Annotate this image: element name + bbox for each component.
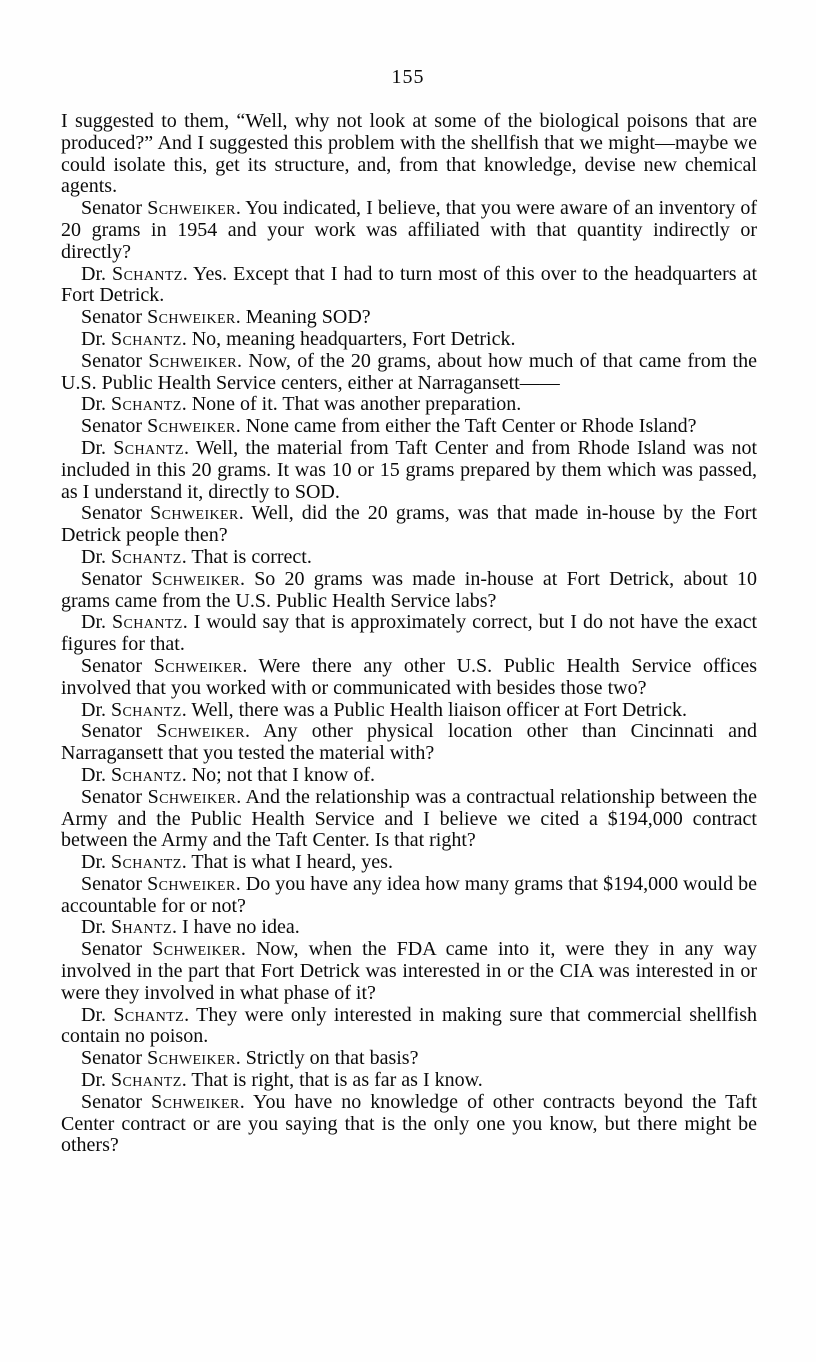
- speaker-prefix: Dr.: [81, 327, 111, 350]
- speech-text: . Now, of the 20 grams, about how much of that came from the U.S. Public Health Service centers, either at Narragansett——: [61, 349, 757, 394]
- transcript-paragraph: [61, 612, 757, 656]
- transcript-paragraph: [61, 700, 757, 722]
- speech-text: . Well, did the 20 grams, was that made in-house by the Fort Detrick people then?: [61, 502, 758, 547]
- speaker-name: Schweiker: [147, 1047, 236, 1070]
- speaker-prefix: Senator: [81, 938, 153, 961]
- transcript-paragraph: [61, 264, 757, 308]
- speech-text: . None came from either the Taft Center or Rhode Island?: [235, 415, 697, 438]
- transcript-paragraph: [61, 416, 757, 438]
- speaker-prefix: Senator: [81, 1047, 148, 1070]
- transcript-body: [61, 111, 757, 1157]
- speaker-prefix: Dr.: [81, 763, 111, 786]
- speech-text: . That is right, that is as far as I know.: [181, 1069, 483, 1092]
- speaker-prefix: Senator: [81, 502, 151, 525]
- transcript-paragraph: [61, 1070, 757, 1092]
- speech-text: . So 20 grams was made in-house at Fort Detrick, about 10 grams came from the U.S. Public Health Service labs?: [61, 567, 758, 612]
- speaker-name: Schweiker: [152, 938, 241, 961]
- speech-text: . Yes. Except that I had to turn most of this over to the headquarters at Fort Detrick.: [61, 262, 758, 307]
- speaker-name: Schweiker: [147, 872, 236, 895]
- speaker-prefix: Senator: [81, 785, 148, 808]
- speaker-prefix: Dr.: [81, 545, 111, 568]
- transcript-paragraph: [61, 503, 757, 547]
- transcript-paragraph: [61, 939, 757, 1004]
- speaker-name: Schweiker: [153, 654, 243, 677]
- speaker-name: Schweiker: [147, 306, 236, 329]
- speech-text: . No, meaning headquarters, Fort Detrick.: [181, 327, 516, 350]
- speech-text: . I have no idea.: [171, 916, 300, 939]
- speaker-name: Schweiker: [151, 1090, 240, 1113]
- speaker-name: Schantz: [112, 262, 183, 285]
- speech-text: . Now, when the FDA came into it, were they in any way involved in the part that Fort Detrick was interested in or the CIA was interested in or were they involved in what phase of it?: [61, 938, 757, 1004]
- speaker-prefix: Senator: [81, 349, 149, 372]
- transcript-paragraph: [61, 1092, 757, 1157]
- speech-text: . Well, the material from Taft Center and from Rhode Island was not included in this 20 grams. It was 10 or 15 grams prepared by them which was passed, as I understand it, directly to SOD.: [61, 436, 757, 503]
- transcript-paragraph: [61, 1048, 757, 1070]
- transcript-paragraph: [61, 1005, 757, 1049]
- speaker-prefix: Dr.: [81, 436, 114, 459]
- speech-text: . Do you have any idea how many grams that $194,000 would be accountable for or not?: [61, 872, 757, 917]
- transcript-paragraph: [61, 874, 757, 918]
- speaker-prefix: Dr.: [81, 1003, 114, 1026]
- speaker-name: Schantz: [111, 851, 182, 874]
- transcript-paragraph: [61, 852, 757, 874]
- transcript-paragraph: [61, 111, 757, 198]
- speaker-name: Schweiker: [156, 720, 245, 743]
- speaker-name: Schweiker: [147, 785, 237, 808]
- speech-text: . That is correct.: [181, 545, 312, 568]
- speaker-name: Schweiker: [147, 415, 236, 438]
- speech-text: . You have no knowledge of other contracts beyond the Taft Center contract or are you saying that is the only one you know, but there might be others?: [61, 1090, 758, 1157]
- speech-text: . I would say that is approximately correct, but I do not have the exact figures for that.: [61, 611, 757, 656]
- speaker-prefix: Dr.: [81, 611, 113, 634]
- speech-text: . None of it. That was another preparation.: [181, 393, 522, 416]
- speech-text: . Well, there was a Public Health liaison officer at Fort Detrick.: [181, 698, 687, 721]
- speaker-name: Schantz: [111, 1069, 182, 1092]
- speaker-prefix: Senator: [81, 1090, 152, 1113]
- transcript-paragraph: [61, 721, 757, 765]
- transcript-paragraph: [61, 787, 757, 852]
- speech-text: . No; not that I know of.: [181, 763, 376, 786]
- speaker-name: Schantz: [111, 763, 182, 786]
- speaker-prefix: Dr.: [81, 393, 111, 416]
- transcript-paragraph: [61, 198, 757, 263]
- speaker-prefix: Dr.: [81, 262, 113, 285]
- transcript-paragraph: [61, 765, 757, 787]
- speaker-prefix: Dr.: [81, 851, 111, 874]
- speaker-prefix: Senator: [81, 720, 157, 743]
- speaker-prefix: Dr.: [81, 698, 111, 721]
- speech-text: I suggested to them, “Well, why not look at some of the biological poisons that are produced?” And I suggested this problem with the shellfish that we might—maybe we could isolate this, get its structure, and, from that knowledge, devise new chemical agents.: [61, 110, 757, 198]
- speaker-name: Shantz: [111, 916, 172, 939]
- speaker-prefix: Senator: [81, 197, 148, 220]
- speech-text: . You indicated, I believe, that you were aware of an inventory of 20 grams in 1954 and your work was affiliated with that quantity indirectly or directly?: [61, 197, 758, 263]
- transcript-paragraph: [61, 656, 757, 700]
- speaker-name: Schantz: [111, 393, 182, 416]
- speech-text: . Were there any other U.S. Public Health Service offices involved that you worked with or communicated with besides those two?: [61, 654, 757, 699]
- transcript-paragraph: [61, 917, 757, 939]
- transcript-paragraph: [61, 394, 757, 416]
- speaker-prefix: Senator: [81, 654, 154, 677]
- speaker-prefix: Senator: [81, 872, 148, 895]
- speaker-name: Schantz: [111, 545, 182, 568]
- speaker-name: Schantz: [113, 436, 184, 459]
- speaker-prefix: Senator: [81, 415, 148, 438]
- speech-text: . That is what I heard, yes.: [181, 851, 393, 874]
- speaker-prefix: Senator: [81, 306, 148, 329]
- speech-text: . And the relationship was a contractual relationship between the Army and the Public Health Service and I believe we cited a $194,000 contract between the Army and the Taft Center. Is that right?: [61, 785, 757, 852]
- speaker-name: Schantz: [112, 611, 183, 634]
- transcript-paragraph: [61, 547, 757, 569]
- speech-text: . They were only interested in making sure that commercial shellfish contain no poison.: [61, 1003, 758, 1048]
- page-number: 155: [391, 66, 425, 88]
- speaker-prefix: Dr.: [81, 916, 111, 939]
- speech-text: . Any other physical location other than Cincinnati and Narragansett that you tested the material with?: [61, 720, 758, 765]
- speaker-name: Schweiker: [147, 197, 236, 220]
- speaker-name: Schantz: [111, 327, 182, 350]
- speaker-name: Schweiker: [151, 567, 240, 590]
- transcript-paragraph: [61, 329, 757, 351]
- speaker-prefix: Senator: [81, 567, 152, 590]
- transcript-paragraph: [61, 438, 757, 503]
- transcript-paragraph: [61, 307, 757, 329]
- speech-text: . Strictly on that basis?: [235, 1047, 419, 1070]
- speaker-name: Schantz: [113, 1003, 185, 1026]
- speaker-name: Schweiker: [150, 502, 239, 525]
- speaker-prefix: Dr.: [81, 1069, 111, 1092]
- speech-text: . Meaning SOD?: [235, 306, 371, 329]
- transcript-paragraph: [61, 351, 757, 395]
- speaker-name: Schweiker: [148, 349, 238, 372]
- transcript-paragraph: [61, 569, 757, 613]
- speaker-name: Schantz: [111, 698, 182, 721]
